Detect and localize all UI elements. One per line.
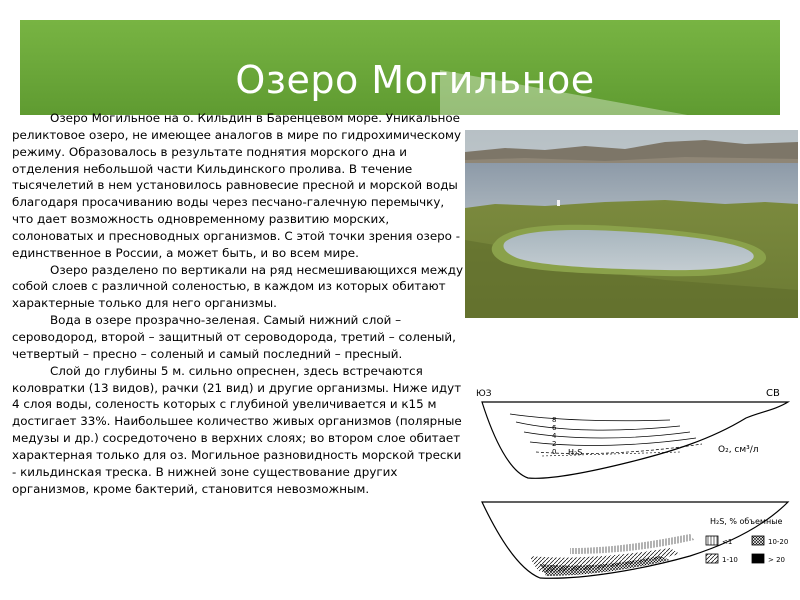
o2-value: 4 [552,432,557,440]
h2s-axis-label: H₂S, % объемные [710,517,783,526]
paragraph: Озеро разделено по вертикали на ряд несмешивающихся между собой слоев с различной соленостью, в каждом из которых обитают характерные только для него организмы. [12,262,464,311]
paragraph: Вода в озере прозрачно-зеленая. Самый нижний слой – сероводород, второй – защитный от сероводорода, третий – соленый, четвертый – пресно – соленый и самый последний – пресный. [12,313,456,361]
o2-value: 6 [552,424,557,432]
o2-value: 2 [552,440,557,448]
h2s-inline-label: H₂S [568,448,583,457]
lake-photo [465,130,798,318]
diagram-legend [706,536,788,564]
body-text [12,110,464,598]
o2-value: 0 [552,448,557,456]
lake-cross-section-diagram [470,380,800,595]
slide-title: Озеро Могильное [235,58,595,102]
legend-label: 1-10 [722,556,738,564]
paragraph: Слой до глубины 5 м. сильно опреснен, здесь встречаются коловратки (13 видов), рачки (21 вид) и другие организмы. Ниже идут 4 слоя воды, соленость которых с глубиной увеличивается и к15 м достигает 33%. Наибольшее количество живых организмов (полярные медузы и др.) сосредоточено в верхних слоях; во втором слое обитает характерная только для оз. Могильное разновидность морской трески - кильдинская треска. В нижней зоне существование других организмов, кроме бактерий, становится невозможным. [12,363,462,496]
legend-label: > 20 [768,556,785,564]
o2-value: 8 [552,416,557,424]
label-sw: ЮЗ [476,389,492,399]
label-ne: СВ [766,388,780,399]
legend-label: 10-20 [768,538,789,546]
paragraph: Озеро Могильное на о. Кильдин в Баренцевом море. Уникальное реликтовое озеро, не имеющее аналогов в мире по гидрохимическому режиму. Образовалось в результате поднятия морского дна и отделения небольшой части Кильдинского пролива. В течение тысячелетий в нем установилось равновесие пресной и морской воды благодаря просачиванию воды через песчано-галечную перемычку, что дает возможность одновременному развитию морских, солоноватых и пресноводных организмов. С этой точки зрения озеро - единственное в России, а может быть, и во всем мире. [12,111,462,260]
legend-label: <1 [722,538,733,546]
o2-axis-label: O₂, см³/л [718,445,759,455]
